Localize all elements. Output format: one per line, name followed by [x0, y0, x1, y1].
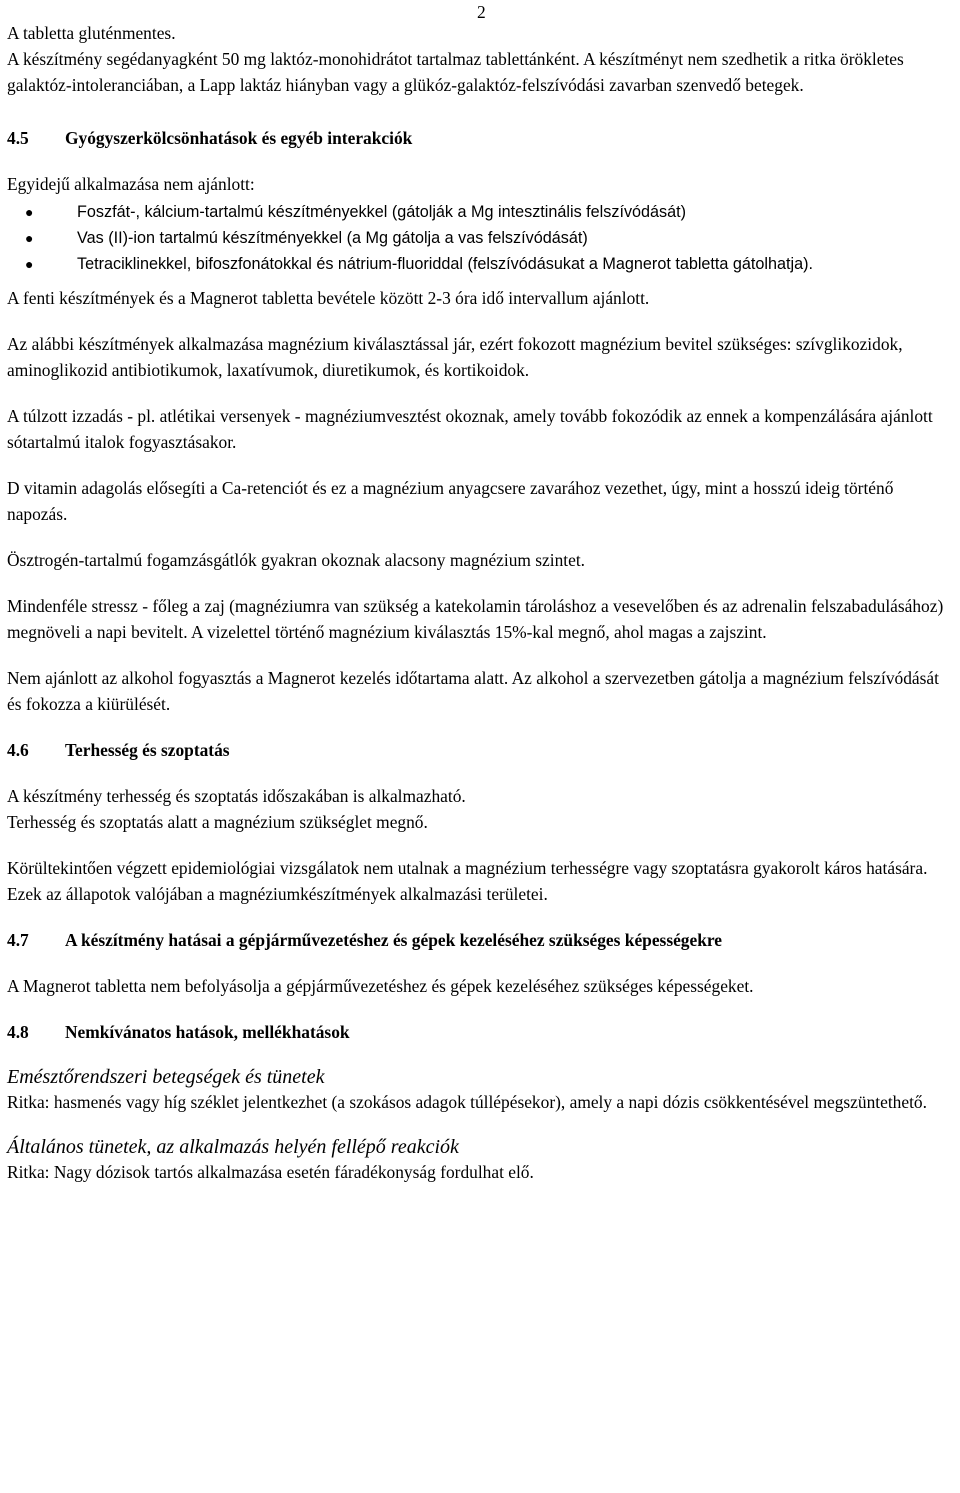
subsection-title: Általános tünetek, az alkalmazás helyén fellépő reakciók — [7, 1136, 459, 1158]
section-number: 4.8 — [7, 1022, 29, 1042]
pregnancy-need: Terhesség és szoptatás alatt a magnézium szükséglet megnő. — [7, 812, 428, 832]
section-4-5-heading — [7, 125, 957, 151]
paragraph: A túlzott izzadás - pl. atlétikai versenyek - magnéziumvesztést okoznak, amely tovább fokozódik az ennek a kompenzálására ajánlott sótartalmú italok fogyasztásakor. — [7, 406, 933, 452]
paragraph: D vitamin adagolás elősegíti a Ca-retenciót és ez a magnézium anyagcsere zavarához vezethet, úgy, mint a hosszú ideig történő napozás. — [7, 478, 894, 524]
section-title: Gyógyszerkölcsönhatások és egyéb interakciók — [65, 128, 413, 148]
list-item: ● Foszfát-, kálcium-tartalmú készítményekkel (gátolják a Mg intesztinális felszívódását) — [7, 199, 957, 225]
pregnancy-usage: A készítmény terhesség és szoptatás időszakában is alkalmazható. — [7, 786, 466, 806]
subsection-text: Ritka: Nagy dózisok tartós alkalmazása esetén fáradékonyság fordulhat elő. — [7, 1162, 534, 1182]
subsection-text: Ritka: hasmenés vagy híg széklet jelentkezhet (a szokásos adagok túllépésekor), amely a napi dózis csökkentésével megszüntethető. — [7, 1092, 927, 1112]
paragraph: Mindenféle stressz - főleg a zaj (magnéziumra van szükség a katekolamin tároláshoz a vesevelőben és az adrenalin felszabadulásához) megnöveli a napi bevitelt. A vizelettel történő magnézium kiválasztás 15%-kal megnő, ahol magas a zajszint. — [7, 596, 944, 642]
list-item: ● Tetraciklinekkel, bifoszfonátokkal és nátrium-fluoriddal (felszívódásukat a Magnerot tabletta gátolhatja). — [7, 251, 957, 277]
section-title: Terhesség és szoptatás — [65, 740, 230, 760]
section-title: A készítmény hatásai a gépjárművezetéshez és gépek kezeléséhez szükséges képességekre — [65, 930, 723, 950]
paragraph: Ösztrogén-tartalmú fogamzásgátlók gyakran okoznak alacsony magnézium szintet. — [7, 550, 586, 570]
subsection-title: Emésztőrendszeri betegségek és tünetek — [7, 1066, 325, 1088]
lactose-warning: A készítmény segédanyagként 50 mg laktóz-monohidrátot tartalmaz tablettánként. A készítményt nem szedhetik a ritka örökletes galaktóz-intoleranciában, a Lapp laktáz hiányban vagy a glükóz-galaktóz-felszívódási zavarban szenvedő betegek. — [7, 49, 904, 95]
section-number: 4.6 — [7, 740, 29, 760]
section-4-7-heading — [7, 927, 957, 953]
paragraph: Az alábbi készítmények alkalmazása magnézium kiválasztással jár, ezért fokozott magnézium bevitel szükséges: szívglikozidok, aminoglikozid antibiotikumok, laxatívumok, diuretikumok, és kortikoidok. — [7, 334, 903, 380]
bullet-icon: ● — [25, 230, 34, 246]
interaction-list — [7, 199, 957, 277]
gluten-free-note: A tabletta gluténmentes. — [7, 23, 176, 43]
not-recommended-label: Egyidejű alkalmazása nem ajánlott: — [7, 174, 255, 194]
interval-note: A fenti készítmények és a Magnerot tabletta bevétele között 2-3 óra idő intervallum ajánlott. — [7, 288, 650, 308]
section-4-8-heading — [7, 1019, 957, 1045]
section-number: 4.7 — [7, 930, 29, 950]
paragraph: Körültekintően végzett epidemiológiai vizsgálatok nem utalnak a magnézium terhességre vagy szoptatásra gyakorolt káros hatására. Ezek az állapotok valójában a magnéziumkészítmények alkalmazási területei. — [7, 858, 928, 904]
document-body — [7, 20, 957, 1185]
section-4-6-heading — [7, 737, 957, 763]
bullet-icon: ● — [25, 256, 34, 272]
section-number: 4.5 — [7, 128, 29, 148]
bullet-icon: ● — [25, 204, 34, 220]
list-item: ● Vas (II)-ion tartalmú készítményekkel (a Mg gátolja a vas felszívódását) — [7, 225, 957, 251]
page-number: 2 — [477, 2, 486, 22]
paragraph: A Magnerot tabletta nem befolyásolja a gépjárművezetéshez és gépek kezeléséhez szükséges képességeket. — [7, 976, 754, 996]
section-title: Nemkívánatos hatások, mellékhatások — [65, 1022, 350, 1042]
paragraph: Nem ajánlott az alkohol fogyasztás a Magnerot kezelés időtartama alatt. Az alkohol a szervezetben gátolja a magnézium felszívódását és fokozza a kiürülését. — [7, 668, 939, 714]
